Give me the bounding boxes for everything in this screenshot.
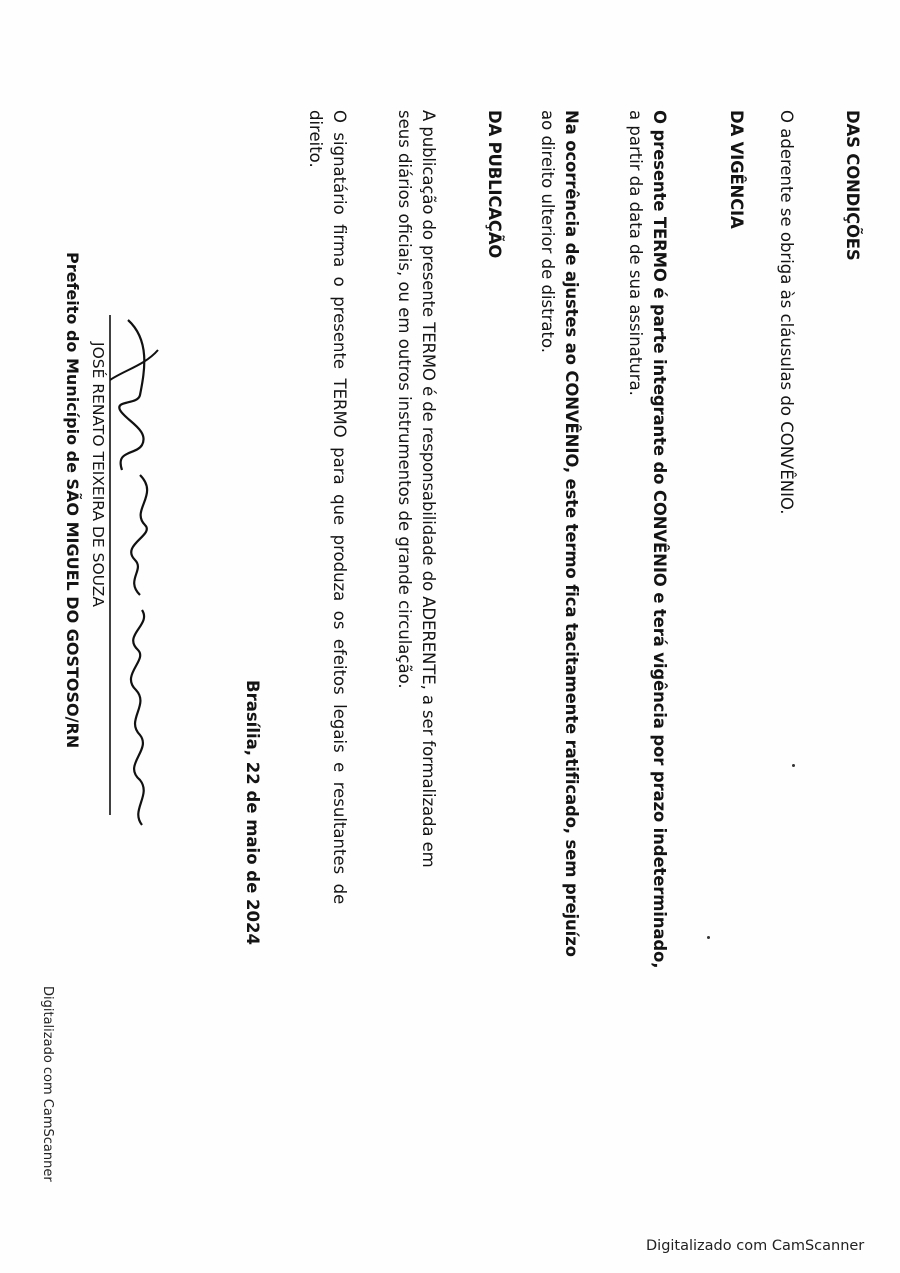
publicacao-paragraph-1-line-1: A publicação do presente TERMO é de responsabilidade do ADERENTE, a ser formalizada em xyxy=(419,110,438,868)
signatory-title: Prefeito do Município de SÃO MIGUEL DO GOSTOSO/RN xyxy=(63,252,82,749)
place-and-date: Brasília, 22 de maio de 2024 xyxy=(243,680,262,945)
vigencia-paragraph-2-line-1: Na ocorrência de ajustes ao CONVÊNIO, este termo fica tacitamente ratificado, sem prejuízo xyxy=(562,110,581,957)
scan-speck xyxy=(792,764,795,767)
condicoes-text: O aderente se obriga às cláusulas do CONVÊNIO. xyxy=(777,110,796,515)
scan-speck xyxy=(707,936,710,939)
heading-da-publicacao: DA PUBLICAÇÃO xyxy=(485,110,504,259)
publicacao-paragraph-2-line-2: direito. xyxy=(306,110,325,168)
camscanner-watermark-footer: Digitalizado com CamScanner xyxy=(646,1238,865,1254)
camscanner-watermark-side: Digitalizado com CamScanner xyxy=(40,986,55,1182)
publicacao-paragraph-1-line-2: seus diários oficiais, ou em outros instrumentos de grande circulação. xyxy=(395,110,414,689)
publicacao-paragraph-2-line-1: O signatário firma o presente TERMO para que produza os efeitos legais e resultantes de xyxy=(330,110,349,905)
rotated-document-body xyxy=(35,110,895,1110)
vigencia-paragraph-1-line-1: O presente TERMO é parte integrante do CONVÊNIO e terá vigência por prazo indeterminado, xyxy=(650,110,669,969)
signatory-name: JOSÉ RENATO TEIXEIRA DE SOUZA xyxy=(89,342,107,607)
vigencia-paragraph-1-line-2: a partir da data de sua assinatura. xyxy=(626,110,645,396)
heading-da-vigencia: DA VIGÊNCIA xyxy=(727,110,746,229)
heading-das-condicoes: DAS CONDIÇÕES xyxy=(843,110,862,261)
vigencia-paragraph-2-line-2: ao direito ulterior de distrato. xyxy=(538,110,557,354)
handwritten-signature xyxy=(100,310,170,830)
